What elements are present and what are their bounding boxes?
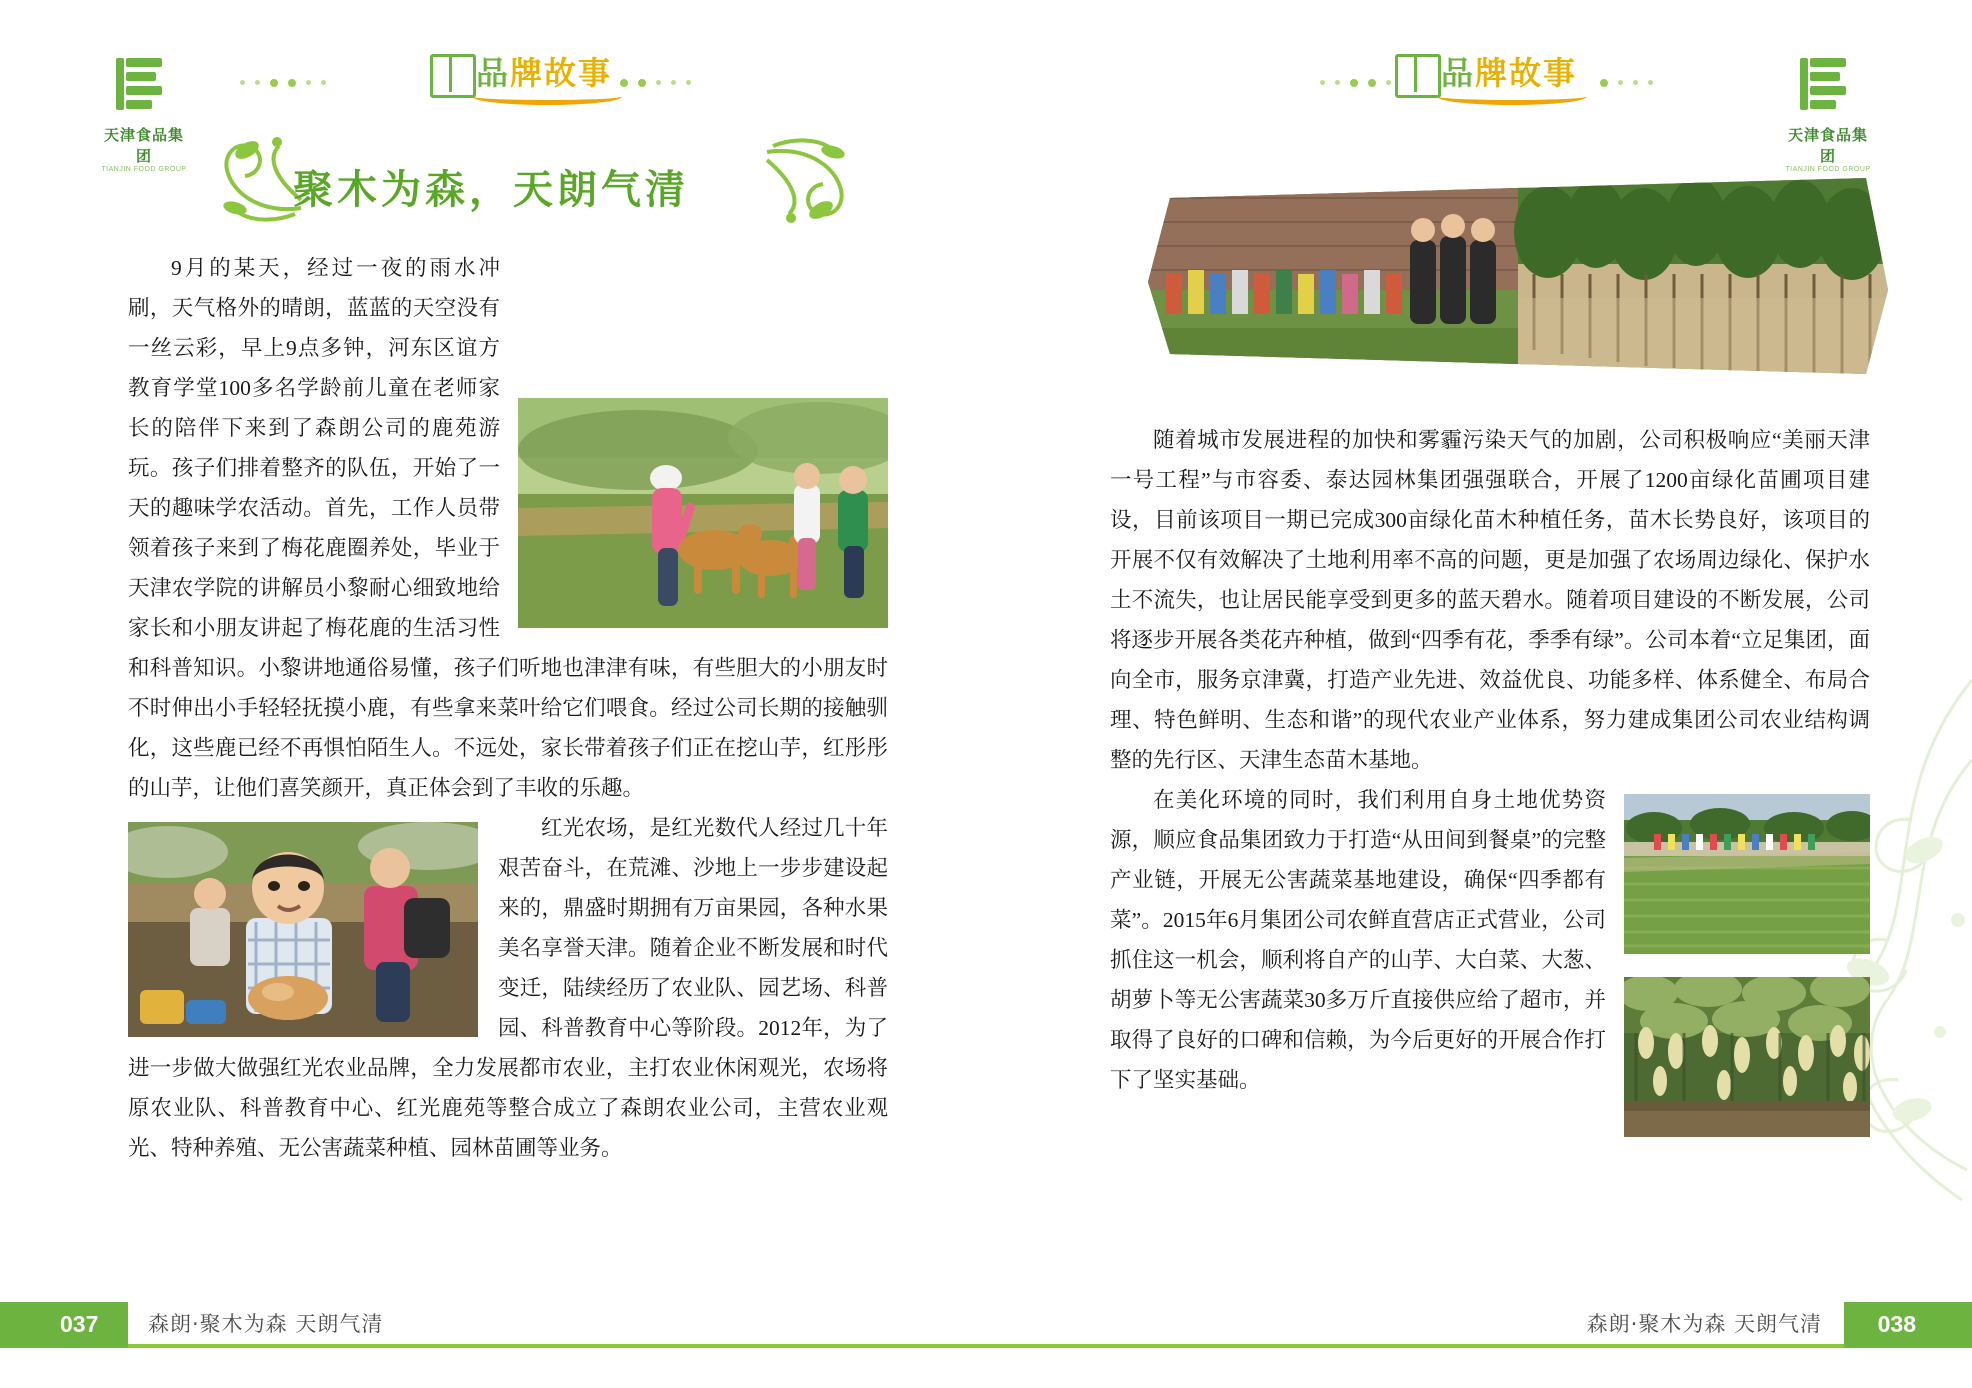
right-paragraph-2: 在美化环境的同时，我们利用自身土地优势资源，顺应食品集团致力于打造“从田间到餐桌”的完整产业链，开展无公害蔬菜基地建设，确保“四季都有菜”。2015年6月集团公司农鲜直营店正式营业，公司抓住这一机会，顺利将自产的山芋、大白菜、大葱、胡萝卜等无公害蔬菜30多万斤直接供应给了超市，并取得了良好的口碑和信赖，为今后更好的开展合作打下了坚实基础。 bbox=[1110, 788, 1606, 1092]
brand-story-badge-right bbox=[1395, 46, 1585, 104]
logo-name-en: TIANJIN FOOD GROUP bbox=[1785, 166, 1871, 173]
photo-boy-with-yam bbox=[128, 822, 478, 1037]
right-paragraph-1: 随着城市发展进程的加快和雾霾污染天气的加剧，公司积极响应“美丽天津一号工程”与市容委、泰达园林集团强强联合，开展了1200亩绿化苗圃项目建设，目前该项目一期已完成300亩绿化苗木种植任务，苗木长势良好，该项目的开展不仅有效解决了土地利用率不高的问题，更是加强了农场周边绿化、保护水土不流失，也让居民能享受到更多的蓝天碧水。随着项目建设的不断发展，公司将逐步开展各类花卉种植，做到“四季有花，季季有绿”。公司本着“立足集团，面向全市，服务京津冀，打造产业先进、效益优良、功能多样、体系健全、布局合理、特色鲜明、生态和谐”的现代农业产业体系，努力建成集团公司农业结构调整的先行区、天津生态苗木基地。 bbox=[1110, 428, 1870, 772]
header-dots-left bbox=[240, 74, 336, 82]
swoosh-underline bbox=[472, 88, 622, 105]
publisher-logo-left bbox=[98, 58, 190, 173]
header-dots-right bbox=[1320, 74, 1401, 82]
page-title: 聚木为森，天朗气清 bbox=[293, 167, 689, 213]
logo-name-en: TIANJIN FOOD GROUP bbox=[101, 166, 187, 173]
photo-children-visit-group bbox=[1148, 178, 1888, 398]
footer-caption-right: 森朗·聚木为森 天朗气清 bbox=[1586, 1312, 1822, 1336]
page-number-right: 038 bbox=[1877, 1311, 1916, 1337]
left-paragraph-2: 红光农场，是红光数代人经过几十年艰苦奋斗，在荒滩、沙地上一步步建设起来的，鼎盛时期拥有万亩果园，各种水果美名享誉天津。随着企业不断发展和时代变迁，陆续经历了农业队、园艺场、科普园、科普教育中心等阶段。2012年，为了进一步做大做强红光农业品牌，全力发展都市农业，主打农业休闲观光，农场将原农业队、科普教育中心、红光鹿苑等整合成立了森朗农业公司，主营农业观光、特种养殖、无公害蔬菜种植、园林苗圃等业务。 bbox=[128, 816, 888, 1160]
photo-greenhouse-gourds bbox=[1624, 977, 1870, 1137]
header-dots-left-2 bbox=[620, 74, 701, 82]
page-footer bbox=[0, 1302, 1972, 1388]
footer-caption-left: 森朗·聚木为森 天朗气清 bbox=[148, 1312, 384, 1336]
brand-story-text-left: 品牌故事 bbox=[476, 54, 613, 92]
brand-story-text-right: 品牌故事 bbox=[1441, 54, 1578, 92]
book-icon bbox=[1395, 54, 1441, 98]
photo-vegetable-field-visitors bbox=[1624, 794, 1870, 954]
header-dots-right-2 bbox=[1600, 74, 1663, 82]
swoosh-underline bbox=[1437, 88, 1587, 105]
brand-story-badge-left bbox=[430, 46, 620, 104]
logo-name-cn: 天津食品集团 bbox=[103, 126, 184, 165]
tianjin-food-group-logo-icon bbox=[1800, 58, 1856, 120]
tianjin-food-group-logo-icon bbox=[116, 58, 172, 120]
left-paragraph-1: 9月的某天，经过一夜的雨水冲刷，天气格外的晴朗，蓝蓝的天空没有一丝云彩，早上9点多钟，河东区谊方教育学堂100多名学龄前儿童在老师家长的陪伴下来到了森朗公司的鹿苑游玩。孩子们排着整齐的队伍，开始了一天的趣味学农活动。首先，工作人员带领着孩子来到了梅花鹿圈养处，毕业于天津农学院的讲解员小黎耐心细致地给家长和小朋友讲起了梅花鹿的生活习性和科普知识。小黎讲地通俗易懂，孩子们听地也津津有味，有些胆大的小朋友时不时伸出小手轻轻抚摸小鹿，有些拿来菜叶给它们喂食。经过公司长期的接触驯化，这些鹿已经不再惧怕陌生人。不远处，家长带着孩子们正在挖山芋，红彤彤的山芋，让他们喜笑颜开，真正体会到了丰收的乐趣。 bbox=[128, 256, 888, 800]
article-title-block bbox=[205, 150, 845, 220]
page-number-left: 037 bbox=[60, 1311, 99, 1337]
book-icon bbox=[430, 54, 476, 98]
page-header bbox=[0, 40, 1972, 173]
right-column-text bbox=[1110, 420, 1870, 1124]
photo-deer-feeding bbox=[518, 398, 888, 628]
footer-white-strip bbox=[0, 1348, 1972, 1388]
logo-name-cn: 天津食品集团 bbox=[1787, 126, 1868, 165]
title-ornament-right bbox=[753, 126, 863, 226]
publisher-logo-right bbox=[1782, 58, 1874, 173]
left-column-text bbox=[128, 248, 888, 1168]
